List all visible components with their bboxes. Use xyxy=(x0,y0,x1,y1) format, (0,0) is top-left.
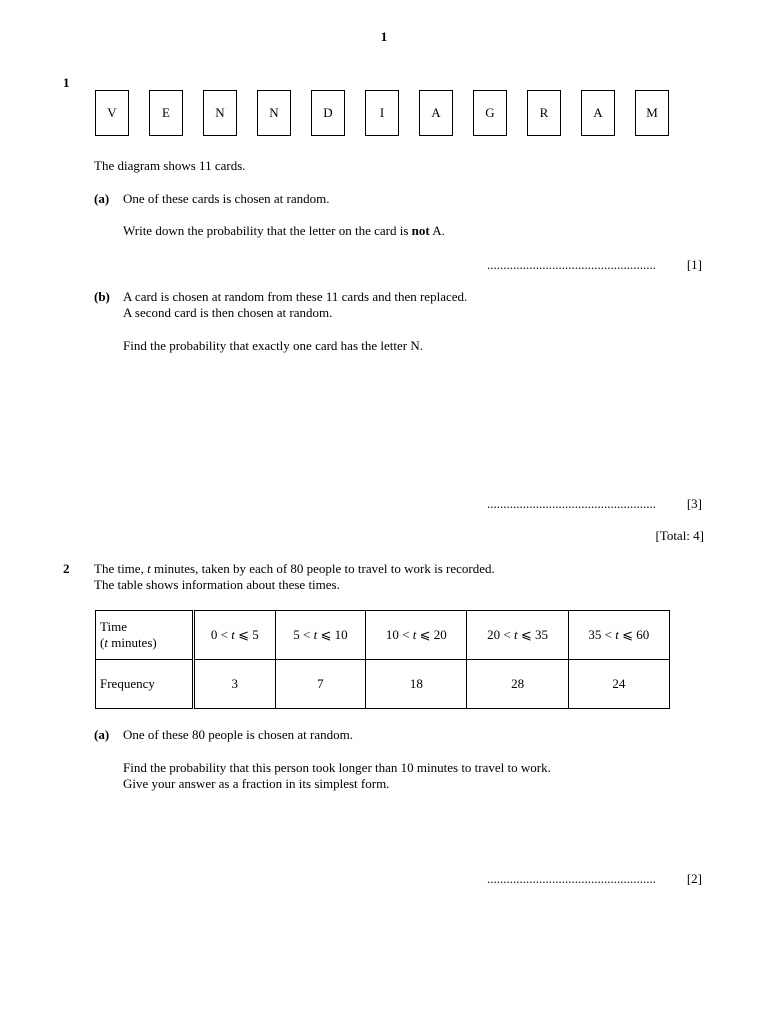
q1b-marks: [3] xyxy=(686,496,702,511)
frequency-cell: 24 xyxy=(568,660,669,709)
letter-cards xyxy=(95,90,670,138)
q2a-answer-line: .................................................... xyxy=(487,871,656,886)
frequency-table xyxy=(95,610,670,709)
interval-cell: 0 < t ⩽ 5 xyxy=(194,611,276,660)
q2-intro-line2: The table shows information about these times. xyxy=(94,577,340,592)
card: N xyxy=(257,90,291,136)
q1a-label: (a) xyxy=(94,191,110,206)
q2-intro-line1: The time, t minutes, taken by each of 80 people to travel to work is recorded. xyxy=(94,561,495,576)
table-row xyxy=(96,660,670,709)
interval-cell: 5 < t ⩽ 10 xyxy=(275,611,366,660)
page-number: 1 xyxy=(380,29,388,44)
q2a-label: (a) xyxy=(94,727,110,742)
q1a-line2: Write down the probability that the letter on the card is not A. xyxy=(123,223,445,238)
q2a-line2: Find the probability that this person took longer than 10 minutes to travel to work. xyxy=(123,760,551,775)
frequency-cell: 7 xyxy=(275,660,366,709)
frequency-cell: 3 xyxy=(194,660,276,709)
card: A xyxy=(581,90,615,136)
frequency-cell: 18 xyxy=(366,660,467,709)
table-header-frequency: Frequency xyxy=(96,660,194,709)
question-2-number: 2 xyxy=(63,561,70,576)
interval-cell: 20 < t ⩽ 35 xyxy=(467,611,568,660)
q1a-line1: One of these cards is chosen at random. xyxy=(123,191,330,206)
q1b-line1: A card is chosen at random from these 11 cards and then replaced. xyxy=(123,289,468,304)
q2a-line3: Give your answer as a fraction in its simplest form. xyxy=(123,776,390,791)
q1b-answer-line: .................................................... xyxy=(487,496,656,511)
frequency-cell: 28 xyxy=(467,660,568,709)
q1-total: [Total: 4] xyxy=(655,528,704,543)
q1b-label: (b) xyxy=(94,289,110,304)
card: M xyxy=(635,90,669,136)
question-1-number: 1 xyxy=(63,75,70,90)
q1a-marks: [1] xyxy=(686,257,702,272)
q1b-line3: Find the probability that exactly one card has the letter N. xyxy=(123,338,423,353)
card: E xyxy=(149,90,183,136)
card: A xyxy=(419,90,453,136)
q1b-line2: A second card is then chosen at random. xyxy=(123,305,333,320)
interval-cell: 35 < t ⩽ 60 xyxy=(568,611,669,660)
q1a-answer-line: .................................................... xyxy=(487,257,656,272)
q2a-line1: One of these 80 people is chosen at random. xyxy=(123,727,353,742)
card: R xyxy=(527,90,561,136)
card: D xyxy=(311,90,345,136)
card: V xyxy=(95,90,129,136)
card: G xyxy=(473,90,507,136)
q1-intro: The diagram shows 11 cards. xyxy=(94,158,246,173)
table-row xyxy=(96,611,670,660)
table-header-time: Time (t minutes) xyxy=(96,611,194,660)
interval-cell: 10 < t ⩽ 20 xyxy=(366,611,467,660)
card: I xyxy=(365,90,399,136)
q2a-marks: [2] xyxy=(686,871,702,886)
card: N xyxy=(203,90,237,136)
